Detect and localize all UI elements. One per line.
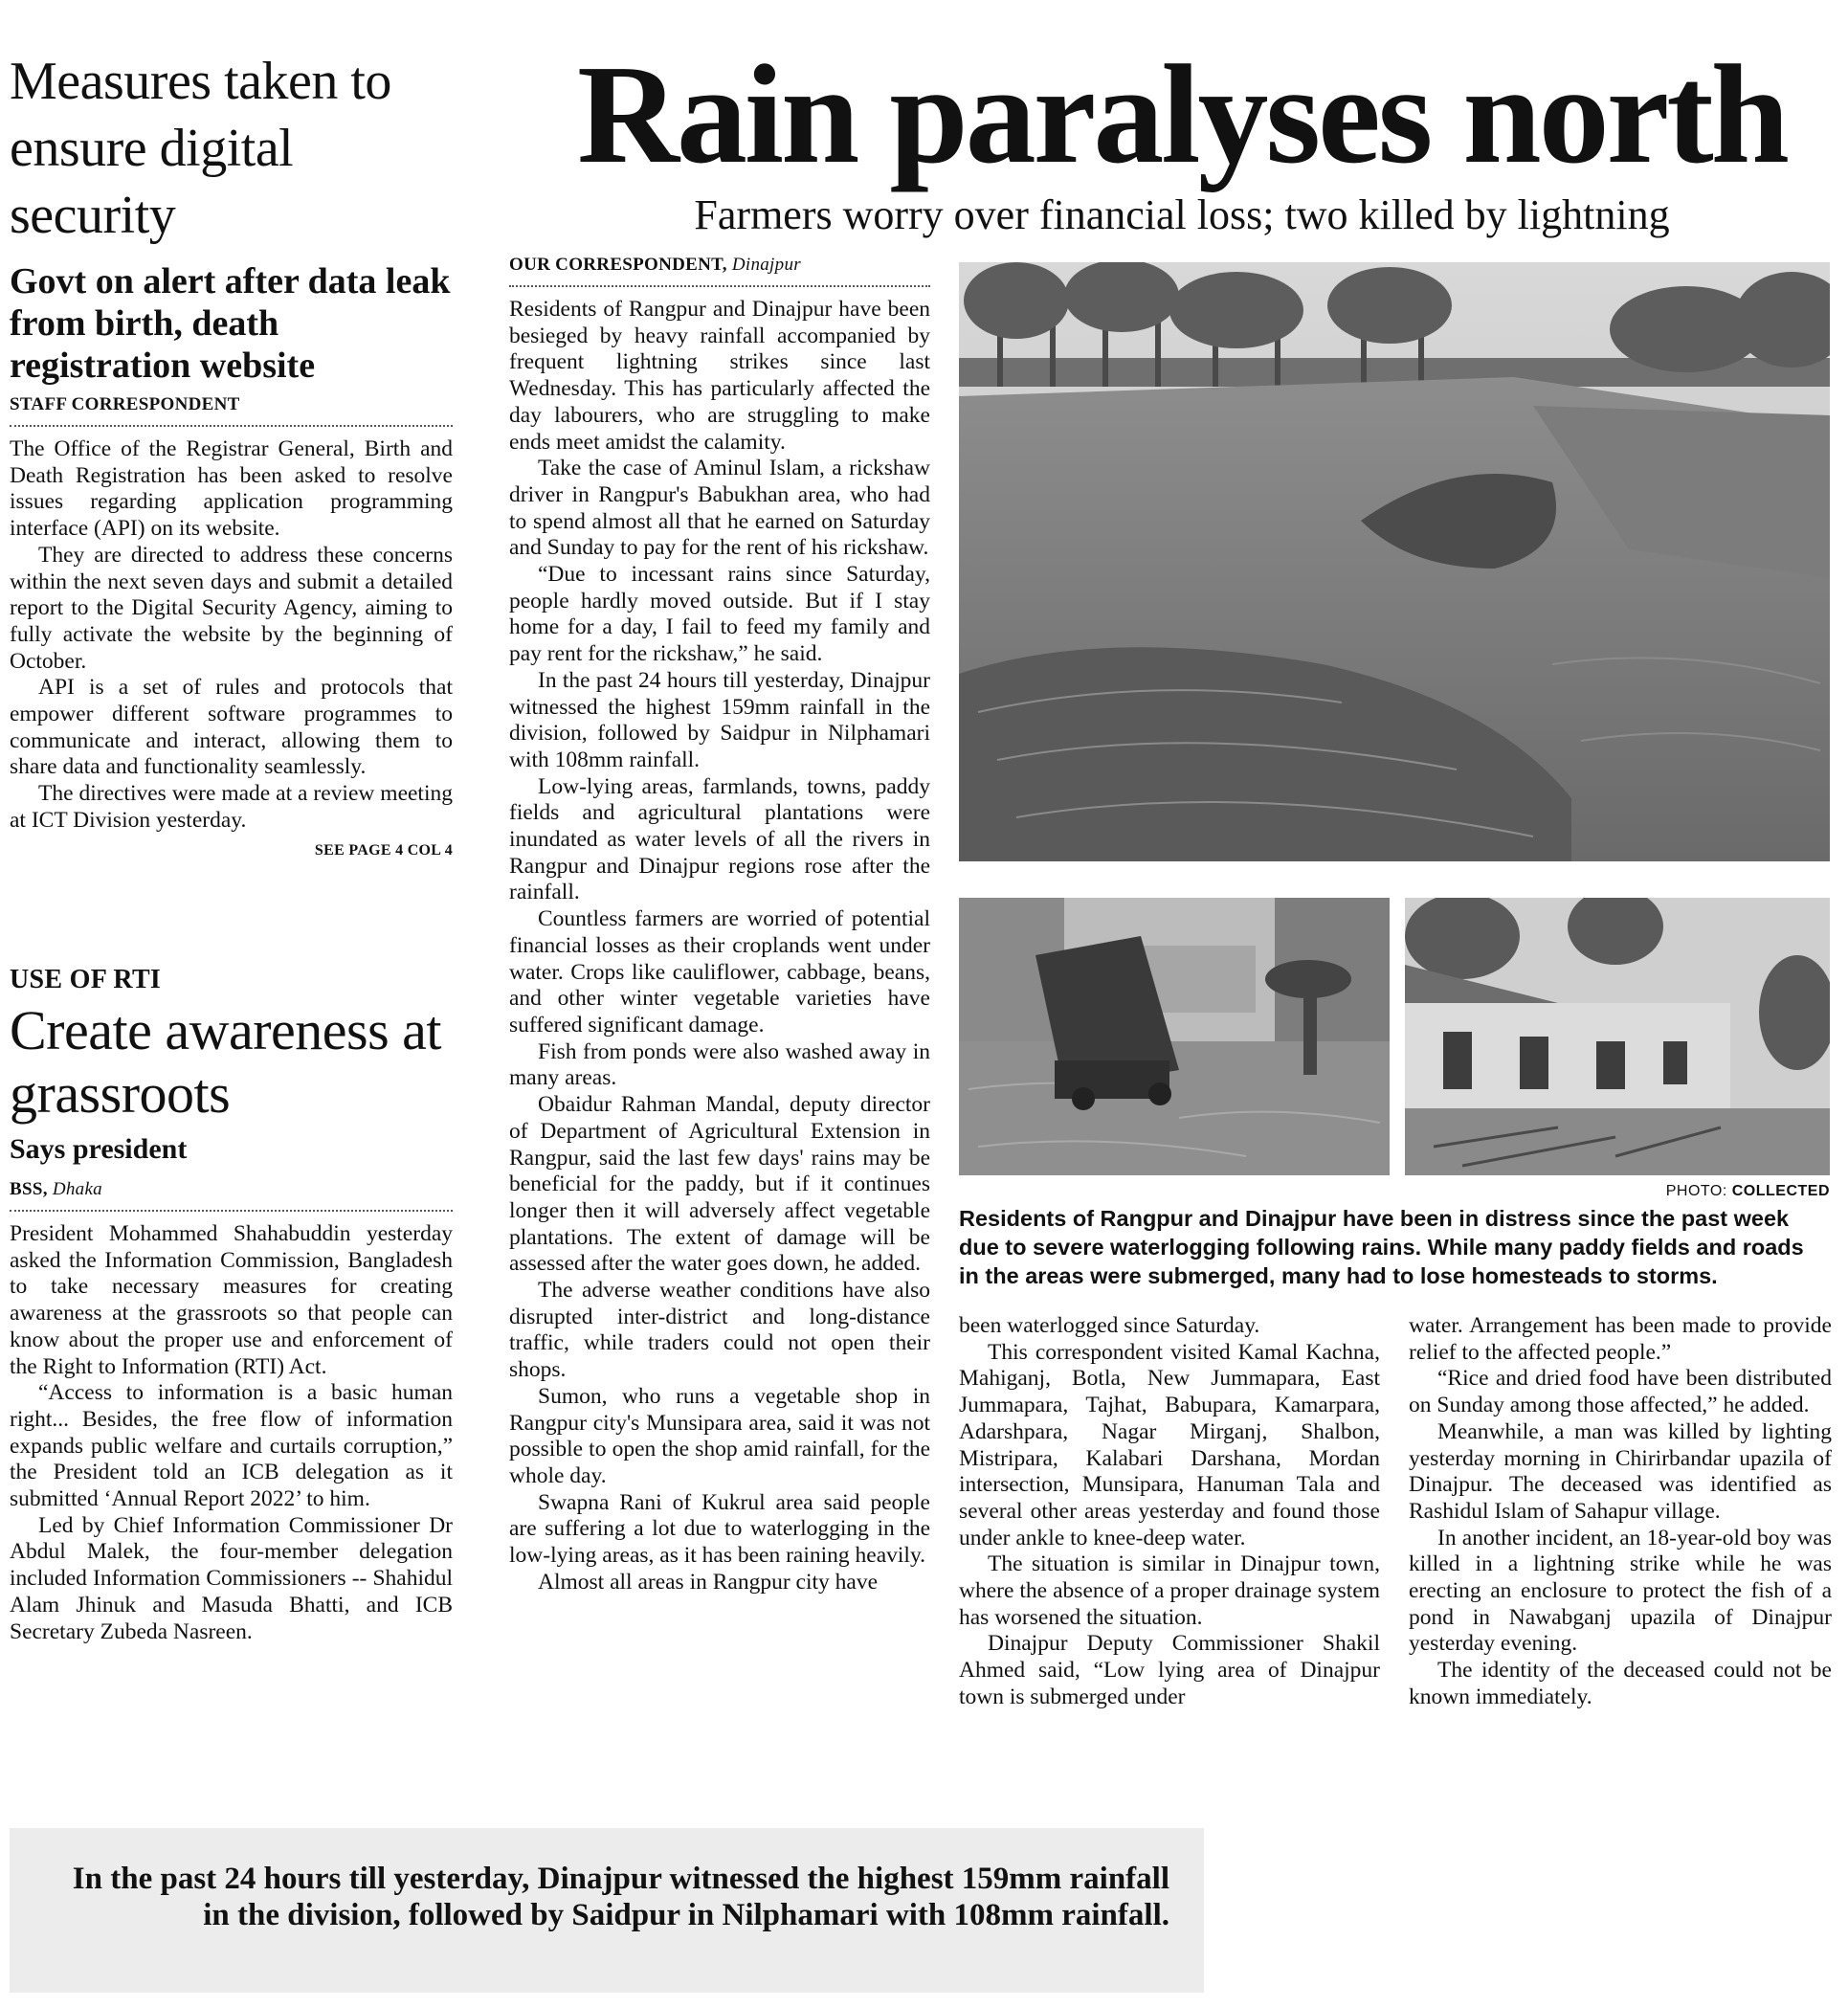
main-byline xyxy=(509,255,930,287)
paragraph: Countless farmers are worried of potential financial losses as their croplands went under water. Crops like cauliflower, cabbage, beans, and other winter vegetable varieties have suffered significant damage. xyxy=(509,906,930,1037)
waterlogged-street-photo xyxy=(959,898,1390,1175)
rti-deck: Says president xyxy=(10,1133,188,1165)
pull-quote: In the past 24 hours till yesterday, Dinajpur witnessed the highest 159mm rainfall in the division, followed by Saidpur in Nilphamari with 108mm rainfall. xyxy=(72,1862,1169,1932)
paragraph: Sumon, who runs a vegetable shop in Rangpur city's Munsipara area, said it was not possible to open the shop amid rainfall, for the whole day. xyxy=(509,1383,930,1488)
byline-agency: BSS, xyxy=(10,1179,48,1199)
jump-line: SEE PAGE 4 COL 4 xyxy=(314,841,453,859)
paragraph: Low-lying areas, farmlands, towns, paddy fields and agricultural plantations were inundated as water levels of all the rivers in Rangpur and Dinajpur regions rose after the rainfall. xyxy=(509,773,930,905)
paragraph: The Office of the Registrar General, Birth and Death Registration has been asked to resolve issues regarding application programming interface (API) on its website. xyxy=(10,436,453,542)
paragraph: The directives were made at a review meeting at ICT Division yesterday. xyxy=(10,781,453,833)
paragraph: The identity of the deceased could not be known immediately. xyxy=(1409,1658,1832,1709)
main-headline: Rain paralyses north xyxy=(577,36,1787,193)
waterlogged-street-image xyxy=(959,898,1390,1175)
paragraph: Residents of Rangpur and Dinajpur have been besieged by heavy rainfall accompanied by frequent lightning strikes since last Wednesday. This has particularly affected the day labourers, who are struggling to make ends meet amidst the calamity. xyxy=(509,297,930,455)
rti-headline: Create awareness at grassroots xyxy=(10,999,442,1125)
photo-credit-label: PHOTO: xyxy=(1665,1183,1727,1199)
paragraph: Meanwhile, a man was killed by lighting yesterday morning in Chirirbandar upazila of Dinajpur. The deceased was identified as Rashidul Islam of Sahapur village. xyxy=(1409,1418,1832,1524)
paragraph: Swapna Rani of Kukrul area said people are suffering a lot due to waterlogging in the low-lying areas, as it has been raining heavily. xyxy=(509,1489,930,1569)
left-story-kicker: Measures taken to ensure digital security xyxy=(10,52,391,245)
paragraph: API is a set of rules and protocols that empower different software programmes to communicate and interact, allowing them to share data and functionality seamlessly. xyxy=(10,675,453,780)
left-story-byline: STAFF CORRESPONDENT xyxy=(10,394,453,427)
paragraph: Take the case of Aminul Islam, a rickshaw driver in Rangpur's Babukhan area, who had to spend almost all that he earned on Saturday and Sunday to pay for the rent of his rickshaw. xyxy=(509,456,930,561)
photo-credit-source: COLLECTED xyxy=(1731,1183,1830,1199)
paragraph: Obaidur Rahman Mandal, deputy director of Department of Agricultural Extension in Rangpur, said the last few days' rains may be beneficial for the paddy, but if it continues longer then it will adversely affect vegetable plantations. The extent of damage will be assessed after the water goes down, he added. xyxy=(509,1092,930,1277)
main-body-col3 xyxy=(1409,1313,1832,1711)
paragraph: “Due to incessant rains since Saturday, people hardly moved outside. But if I stay home for a day, I fail to feed my family and pay rent for the rickshaw,” he said. xyxy=(509,562,930,667)
paragraph: This correspondent visited Kamal Kachna, Mahiganj, Botla, New Jummapara, East Jummapara, Tajhat, Babupara, Kamarpara, Adarshpara, Nagar Mirganj, Shalbon, Mistripara, Kalabari Darshana, Mordan intersection, Munsipara, Hanuman Tala and several other areas yesterday and found those under ankle to knee-deep water. xyxy=(959,1339,1380,1551)
paragraph: been waterlogged since Saturday. xyxy=(959,1313,1260,1338)
byline-place: Dinajpur xyxy=(731,255,801,275)
pull-quote-box xyxy=(10,1828,1204,1993)
photo-credit xyxy=(957,1183,1830,1200)
paragraph: Led by Chief Information Commissioner Dr Abdul Malek, the four-member delegation included Information Commissioners -- Shahidul Alam Jhinuk and Masuda Bhatti, and ICB Secretary Zubeda Nasreen. xyxy=(10,1512,453,1644)
paragraph: “Access to information is a basic human right... Besides, the free flow of information expands public welfare and curtails corruption,” the President told an ICB delegation as it submitted ‘Annual Report 2022’ to him. xyxy=(10,1380,453,1512)
flooded-field-photo xyxy=(959,262,1830,861)
storm-damaged-house-image xyxy=(1405,898,1830,1175)
main-body-col2 xyxy=(959,1313,1380,1711)
paragraph: Almost all areas in Rangpur city have xyxy=(538,1569,879,1595)
storm-damaged-house-photo xyxy=(1405,898,1830,1175)
photo-caption: Residents of Rangpur and Dinajpur have been in distress since the past week due to severe waterlogging following rains. While many paddy fields and roads in the areas were submerged, many had to lose homesteads to storms. xyxy=(959,1206,1804,1288)
paragraph: They are directed to address these concerns within the next seven days and submit a detailed report to the Digital Security Agency, aiming to fully activate the website by the beginning of October. xyxy=(10,542,453,674)
main-body-col1 xyxy=(509,297,930,1595)
paragraph: The adverse weather conditions have also disrupted inter-district and long-distance traffic, while traders could not open their shops. xyxy=(509,1278,930,1383)
paragraph: Fish from ponds were also washed away in many areas. xyxy=(509,1038,930,1091)
flooded-field-image xyxy=(959,262,1830,861)
main-subhead: Farmers worry over financial loss; two killed by lightning xyxy=(694,191,1670,238)
paragraph: President Mohammed Shahabuddin yesterday asked the Information Commission, Bangladesh to take necessary measures for creating awareness at the grassroots so that people can know about the proper use and enforcement of the Right to Information (RTI) Act. xyxy=(10,1221,453,1379)
byline-author: OUR CORRESPONDENT, xyxy=(509,255,727,275)
paragraph: water. Arrangement has been made to provide relief to the affected people.” xyxy=(1409,1313,1832,1365)
rti-story xyxy=(10,965,453,1645)
paragraph: In another incident, an 18-year-old boy was killed in a lightning strike while he was erecting an enclosure to protect the fish of a pond in Nawabganj upazila of Dinajpur yesterday evening. xyxy=(1409,1525,1832,1657)
paragraph: “Rice and dried food have been distributed on Sunday among those affected,” he added. xyxy=(1409,1366,1832,1418)
main-story-column-3 xyxy=(1409,1313,1832,1711)
paragraph: The situation is similar in Dinajpur town, where the absence of a proper drainage system has worsened the situation. xyxy=(959,1551,1380,1630)
byline-place: Dhaka xyxy=(52,1179,102,1199)
rti-body xyxy=(10,1221,453,1645)
rti-label: USE OF RTI xyxy=(10,965,162,994)
left-story-headline: Govt on alert after data leak from birth, death registration website xyxy=(10,261,451,386)
left-story-body xyxy=(10,436,453,835)
paragraph: In the past 24 hours till yesterday, Dinajpur witnessed the highest 159mm rainfall in the division, followed by Saidpur in Nilphamari with 108mm rainfall. xyxy=(509,667,930,772)
main-story-column-1 xyxy=(509,255,930,1595)
main-story-column-2 xyxy=(959,1313,1380,1711)
paragraph: Dinajpur Deputy Commissioner Shakil Ahmed said, “Low lying area of Dinajpur town is submerged under xyxy=(959,1631,1380,1709)
rti-byline xyxy=(10,1179,453,1212)
left-story xyxy=(10,48,453,859)
